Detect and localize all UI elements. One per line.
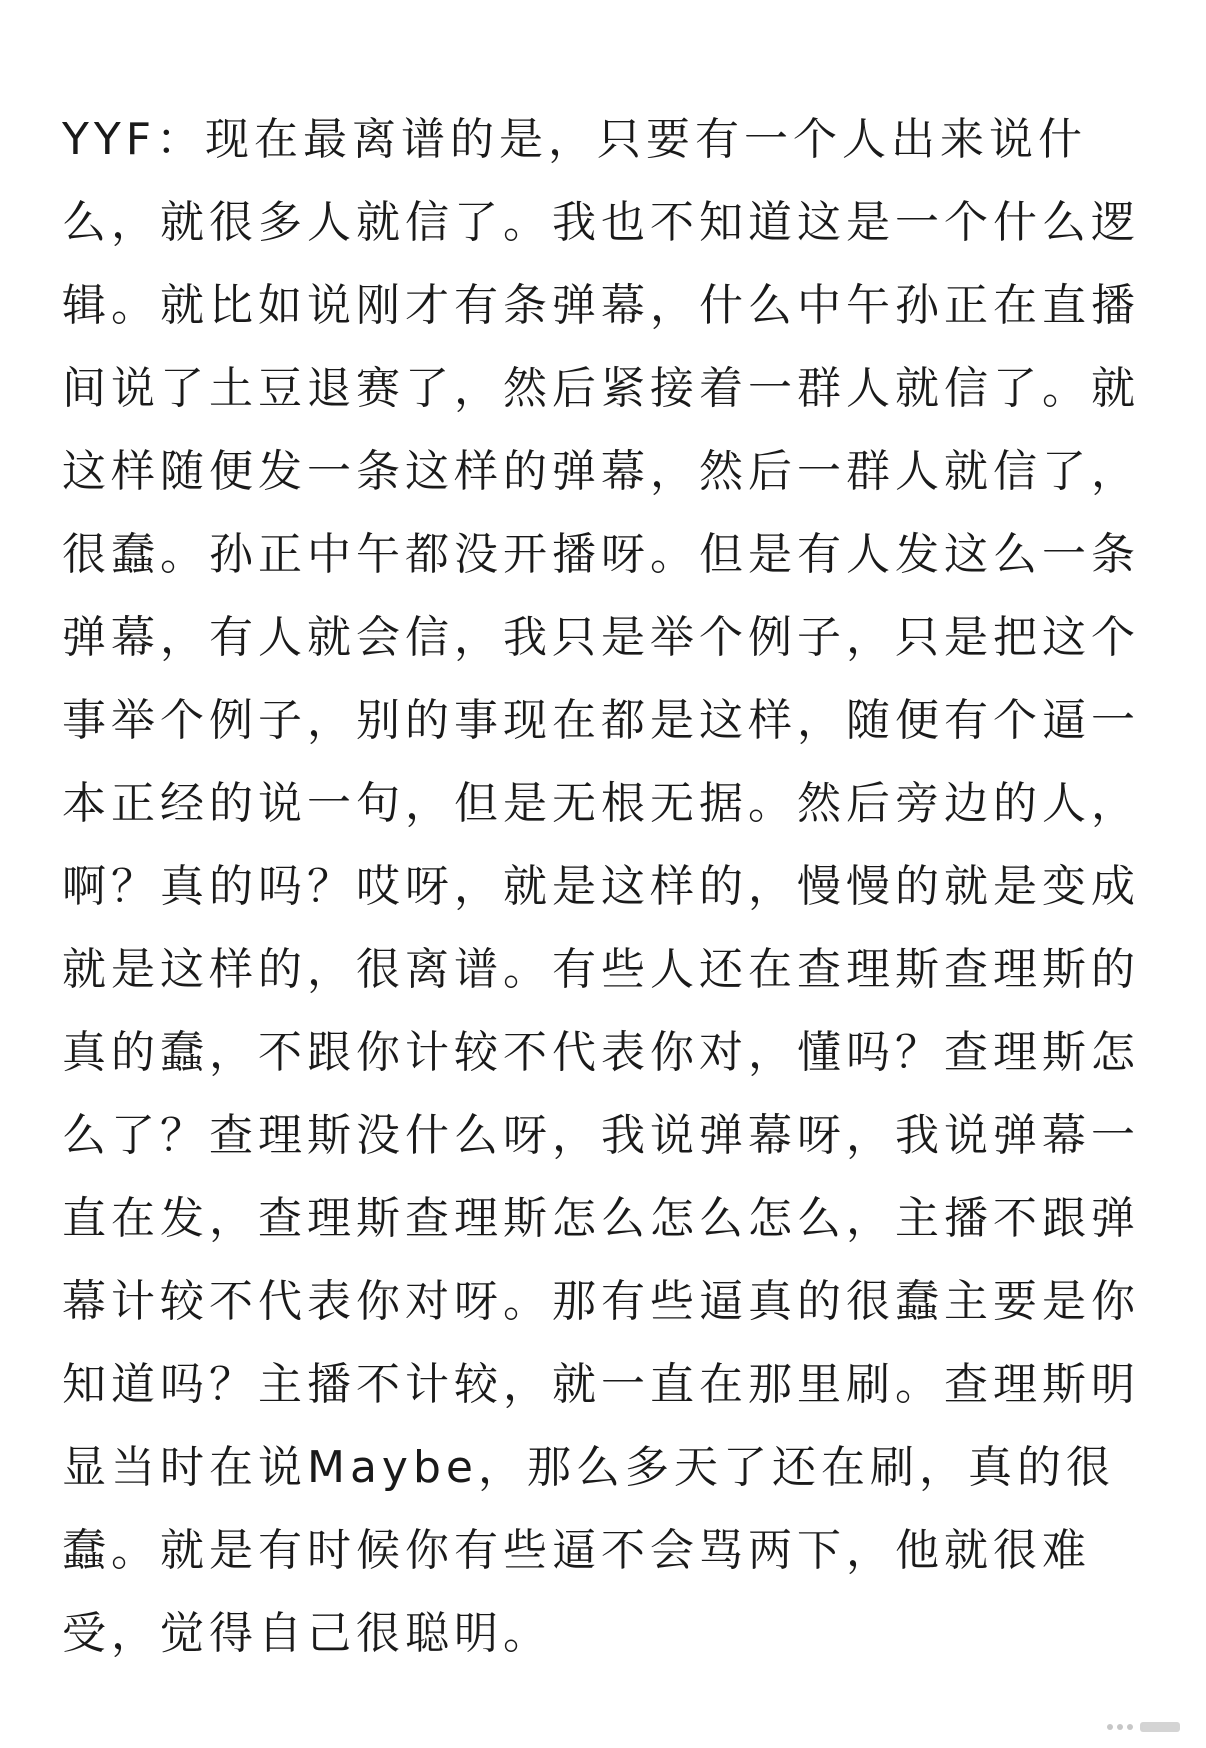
post-text-line: 间说了土豆退赛了，然后紧接着一群人就信了。就 [62,363,1140,414]
watermark-name [1140,1722,1180,1732]
post-text-line: 么，就很多人就信了。我也不知道这是一个什么逻 [62,197,1140,248]
watermark [1107,1722,1180,1732]
post-text-line: 啊？真的吗？哎呀，就是这样的，慢慢的就是变成 [62,861,1140,912]
post-text-line: 很蠢。孙正中午都没开播呀。但是有人发这么一条 [62,529,1140,580]
post-text-line: 受，觉得自己很聪明。 [62,1608,552,1659]
post-text-line: 真的蠢，不跟你计较不代表你对，懂吗？查理斯怎 [62,1027,1140,1078]
post-text-line: 辑。就比如说刚才有条弹幕，什么中午孙正在直播 [62,280,1140,331]
post-text-line: 弹幕，有人就会信，我只是举个例子，只是把这个 [62,612,1140,663]
post-text-line: 事举个例子，别的事现在都是这样，随便有个逼一 [62,695,1140,746]
post-text-line: 蠢。就是有时候你有些逼不会骂两下，他就很难 [62,1525,1091,1576]
post-text-line: 知道吗？主播不计较，就一直在那里刷。查理斯明 [62,1359,1140,1410]
watermark-dots-icon [1107,1724,1133,1730]
post-body [62,98,1152,1675]
post-text-line: 就是这样的，很离谱。有些人还在查理斯查理斯的 [62,944,1140,995]
post-text-line: 幕计较不代表你对呀。那有些逼真的很蠢主要是你 [62,1276,1140,1327]
post-text-line: 直在发，查理斯查理斯怎么怎么怎么，主播不跟弹 [62,1193,1140,1244]
post-text-line: 本正经的说一句，但是无根无据。然后旁边的人， [62,778,1140,829]
post-text-line: YYF：现在最离谱的是，只要有一个人出来说什 [62,114,1088,165]
post-text-line: 显当时在说Maybe，那么多天了还在刷，真的很 [62,1442,1115,1493]
post-text-line: 么了？查理斯没什么呀，我说弹幕呀，我说弹幕一 [62,1110,1140,1161]
post-text-line: 这样随便发一条这样的弹幕，然后一群人就信了， [62,446,1140,497]
